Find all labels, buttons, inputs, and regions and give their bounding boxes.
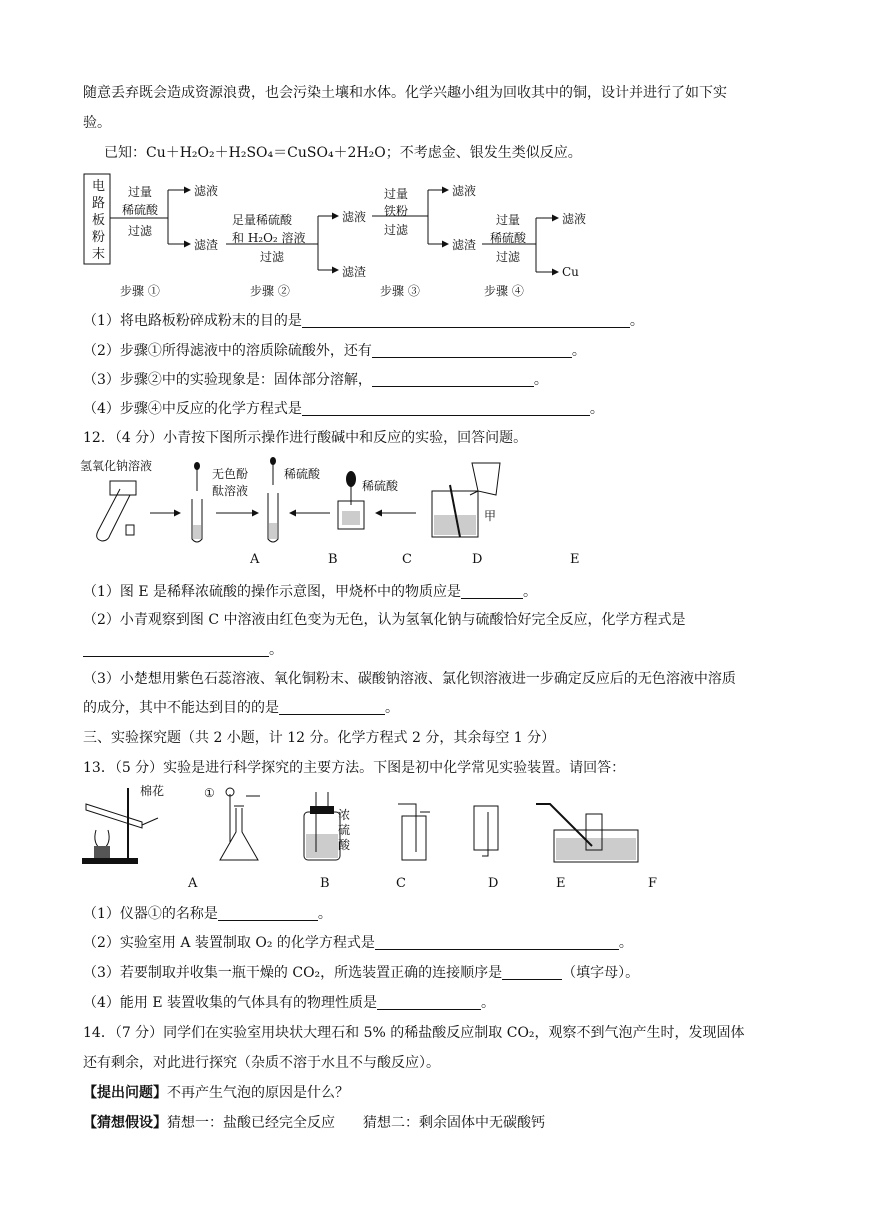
answer-blank[interactable] [218, 906, 318, 921]
step4-reagent-top: 过量 [496, 213, 521, 227]
q14-hypothesis: 【猜想假设】猜想一：盐酸已经完全反应 猜想二：剩余固体中无碳酸钙 [83, 1115, 545, 1131]
label-phenol-2: 酞溶液 [212, 484, 249, 498]
answer-blank[interactable] [461, 584, 523, 599]
step1-reagent-top: 过量 [128, 185, 153, 199]
q13-letter-d: D [488, 876, 499, 891]
q13-title: 13．（5 分）实验是进行科学探究的主要方法。下图是初中化学常见实验装置。请回答： [83, 760, 626, 776]
q12-letter-a: A [250, 552, 260, 567]
step3-reagent-top: 过量 [384, 187, 409, 201]
q13-part4: （4）能用 E 装置收集的气体具有的物理性质是 。 [83, 995, 496, 1011]
answer-blank[interactable] [372, 343, 572, 358]
q12-part2: （2）小青观察到图 C 中溶液由红色变为无色，认为氢氧化钠与硫酸恰好完全反应，化学方程式是 [83, 612, 686, 628]
step2-residue: 滤渣 [342, 265, 367, 279]
q12-figure [80, 455, 600, 555]
step3-reagent-mid: 铁粉 [384, 204, 409, 218]
q13-apparatus-drawing [80, 782, 680, 872]
answer-blank[interactable] [302, 313, 630, 328]
label-h2so4-c: 稀硫酸 [284, 467, 321, 481]
known-reaction: 已知：Cu＋H₂O₂＋H₂SO₄＝CuSO₄＋2H₂O；不考虑金、银发生类似反应。 [104, 145, 582, 161]
q14-line-2: 还有剩余，对此进行探究（杂质不溶于水且不与酸反应）。 [83, 1055, 440, 1071]
step3-residue: 滤渣 [452, 238, 477, 252]
flow-arrows [0, 0, 869, 300]
label-phenol-1: 无色酚 [212, 467, 249, 481]
q13-part3: （3）若要制取并收集一瓶干燥的 CO₂，所选装置正确的连接顺序是 （填字母）。 [83, 965, 640, 981]
step2-reagent-mid: 和 H₂O₂ 溶液 [232, 231, 306, 245]
q12-letter-e: E [570, 552, 580, 567]
step1-reagent-mid: 稀硫酸 [122, 203, 159, 217]
label-jia: 甲 [484, 509, 497, 523]
q12-part2-blank-line: 。 [83, 641, 283, 659]
q13-part1: （1）仪器①的名称是 。 [83, 906, 332, 922]
step4-op: 过滤 [496, 250, 521, 264]
q11-part2: （2）步骤①所得滤液中的溶质除硫酸外，还有 。 [83, 343, 586, 359]
q11-part3: （3）步骤②中的实验现象是：固体部分溶解， 。 [83, 372, 548, 388]
intro-line-1: 随意丢弃既会造成资源浪费，也会污染土壤和水体。化学兴趣小组为回收其中的铜，设计并进行了如下实 [83, 85, 727, 101]
q13-letter-c: C [396, 876, 406, 891]
answer-blank[interactable] [302, 401, 590, 416]
flow-diagram [0, 0, 869, 300]
step1-residue: 滤渣 [194, 238, 219, 252]
q13-letter-e: E [556, 876, 566, 891]
label-conc-h2so4: 浓 硫 酸 [338, 808, 351, 852]
answer-blank[interactable] [502, 965, 562, 980]
q12-part3-b: 的成分，其中不能达到目的的是 。 [83, 700, 399, 716]
label-h2so4-d: 稀硫酸 [362, 479, 399, 493]
q12-letter-c: C [402, 552, 412, 567]
answer-blank[interactable] [375, 935, 619, 950]
step3-filtrate: 滤液 [452, 184, 477, 198]
answer-blank[interactable] [372, 372, 534, 387]
answer-blank[interactable] [83, 642, 269, 657]
q12-letter-b: B [328, 552, 338, 567]
q11-part4: （4）步骤④中反应的化学方程式是 。 [83, 401, 604, 417]
q13-figure [80, 782, 680, 872]
q11-part1: （1）将电路板粉碎成粉末的目的是 。 [83, 313, 644, 329]
step-label-3: 步骤 ③ [380, 284, 420, 298]
start-box-label: 电 路 板 粉 末 [92, 179, 106, 262]
q12-part1: （1）图 E 是稀释浓硫酸的操作示意图，甲烧杯中的物质应是 。 [83, 584, 538, 600]
q12-apparatus-drawing [80, 455, 600, 555]
q14-question: 【提出问题】不再产生气泡的原因是什么？ [83, 1085, 349, 1101]
step-label-4: 步骤 ④ [484, 284, 524, 298]
label-instrument-1: ① [204, 786, 215, 800]
step1-op: 过滤 [128, 224, 153, 238]
step4-reagent-mid: 稀硫酸 [490, 231, 527, 245]
q12-title: 12．（4 分）小青按下图所示操作进行酸碱中和反应的实验，回答问题。 [83, 430, 528, 446]
step4-copper: Cu [562, 265, 579, 279]
section-3-heading: 三、实验探究题（共 2 小题，计 12 分。化学方程式 2 分，其余每空 1 分） [83, 730, 556, 746]
step4-filtrate: 滤液 [562, 212, 587, 226]
step2-op: 过滤 [260, 250, 285, 264]
answer-blank[interactable] [377, 995, 481, 1010]
q13-letter-b: B [320, 876, 330, 891]
label-naoh: 氢氧化钠溶液 [80, 459, 153, 473]
label-cotton: 棉花 [140, 784, 165, 798]
q12-letter-d: D [472, 552, 483, 567]
step-label-1: 步骤 ① [120, 284, 160, 298]
step2-filtrate: 滤液 [342, 210, 367, 224]
step-label-2: 步骤 ② [250, 284, 290, 298]
q13-letter-f: F [648, 876, 658, 891]
step1-filtrate: 滤液 [194, 184, 219, 198]
step3-op: 过滤 [384, 223, 409, 237]
q13-letter-a: A [188, 876, 198, 891]
q12-part3-a: （3）小楚想用紫色石蕊溶液、氧化铜粉末、碳酸钠溶液、氯化钡溶液进一步确定反应后的无色溶液中溶质 [83, 671, 736, 687]
q14-line-1: 14．（7 分）同学们在实验室用块状大理石和 5% 的稀盐酸反应制取 CO₂，观察不到气泡产生时，发现固体 [83, 1025, 745, 1041]
intro-line-2: 验。 [83, 115, 111, 131]
q13-part2: （2）实验室用 A 装置制取 O₂ 的化学方程式是 。 [83, 935, 633, 951]
step2-reagent-top: 足量稀硫酸 [232, 213, 293, 227]
answer-blank[interactable] [279, 700, 385, 715]
